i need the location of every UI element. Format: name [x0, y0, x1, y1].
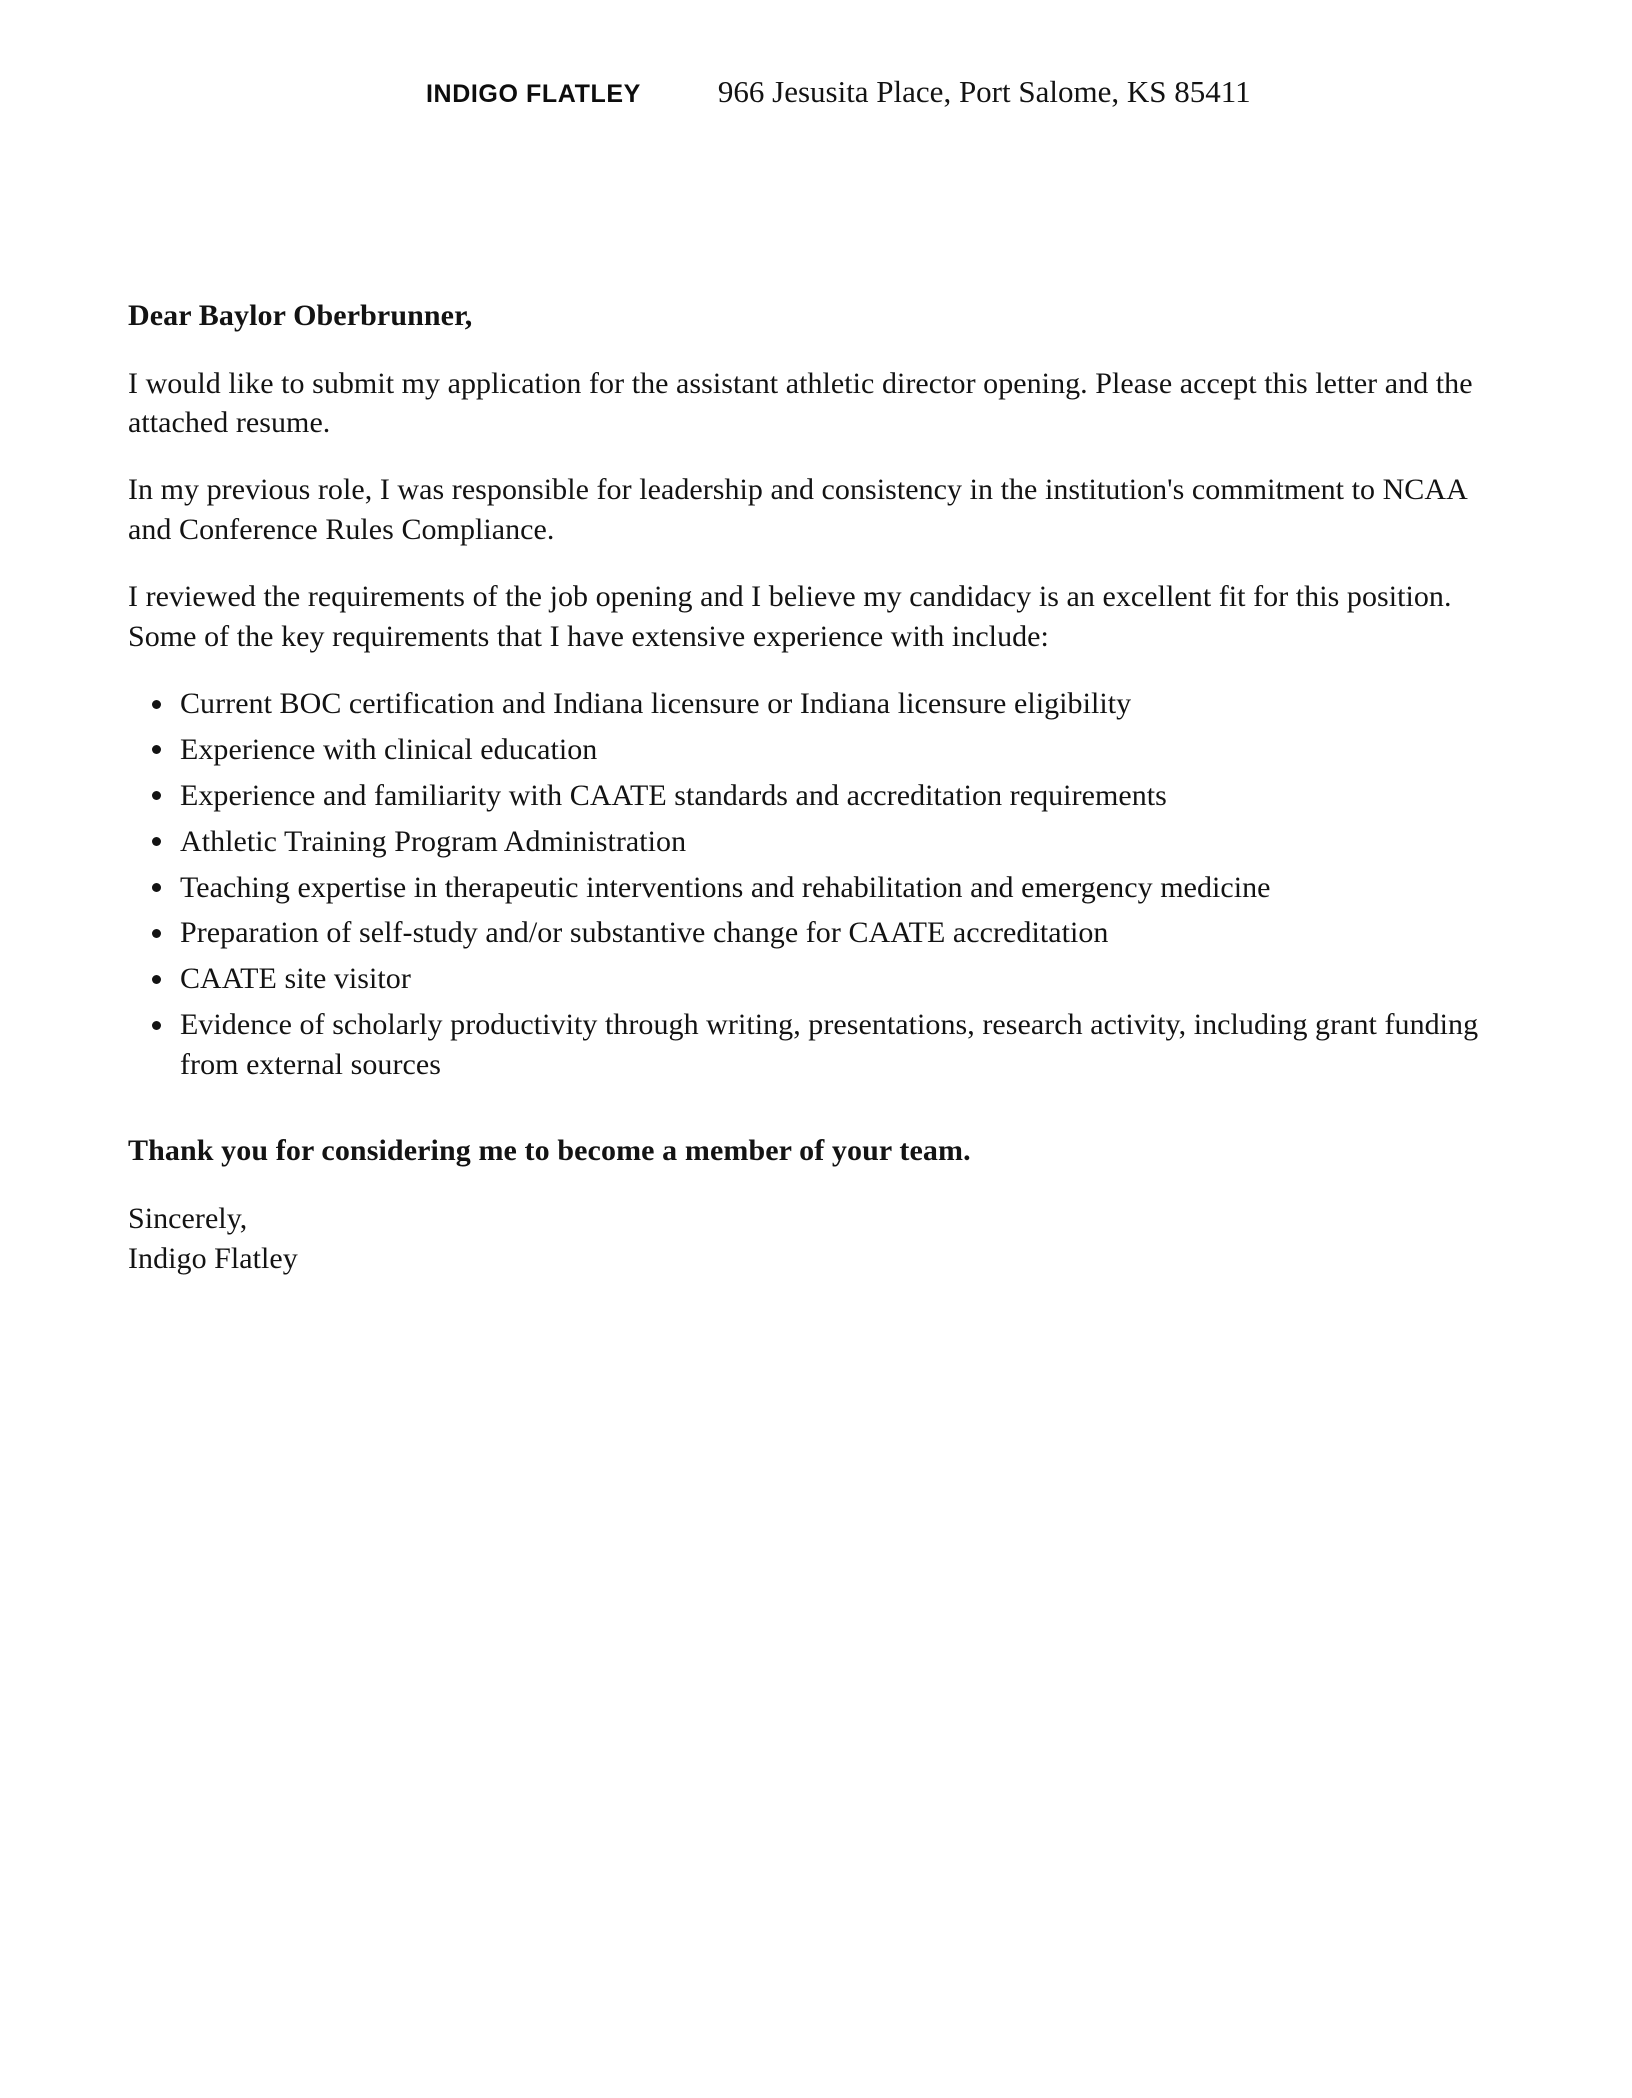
- letterhead-address: 966 Jesusita Place, Port Salome, KS 85411: [717, 74, 1251, 109]
- bullet-icon: [152, 929, 161, 938]
- signature-name: Indigo Flatley: [128, 1241, 298, 1275]
- bullet-icon: [152, 700, 161, 709]
- list-item-label: Experience and familiarity with CAATE standards and accreditation requirements: [180, 778, 1167, 812]
- list-item: [128, 1005, 1480, 1085]
- list-item: [128, 730, 1480, 770]
- list-item: [128, 684, 1480, 724]
- bullet-icon: [152, 837, 161, 846]
- list-item-label: Evidence of scholarly productivity through writing, presentations, research activity, including grant funding from external sources: [180, 1008, 1479, 1082]
- bullet-icon: [152, 745, 161, 754]
- bullet-icon: [152, 1021, 161, 1030]
- bullet-icon: [152, 883, 161, 892]
- body-paragraph-3: I reviewed the requirements of the job opening and I believe my candidacy is an excellent fit for this position. Some of the key requirements that I have extensive experience with include:: [128, 580, 1452, 654]
- letterhead: [128, 74, 1504, 110]
- body-paragraph-1: I would like to submit my application for the assistant athletic director opening. Please accept this letter and the attached resume.: [128, 366, 1473, 440]
- list-item-label: Current BOC certification and Indiana licensure or Indiana licensure eligibility: [180, 686, 1132, 720]
- list-item-label: Preparation of self-study and/or substantive change for CAATE accreditation: [180, 916, 1109, 950]
- letterhead-name: INDIGO FLATLEY: [426, 80, 641, 108]
- list-item: [128, 959, 1480, 999]
- bullet-icon: [152, 975, 161, 984]
- list-item-label: Athletic Training Program Administration: [180, 824, 687, 858]
- list-item: [128, 776, 1480, 816]
- letter-body: [128, 296, 1480, 1279]
- bullet-icon: [152, 791, 161, 800]
- closing-thanks: Thank you for considering me to become a member of your team.: [128, 1133, 971, 1167]
- requirements-list: [128, 684, 1480, 1085]
- list-item-label: Teaching expertise in therapeutic interventions and rehabilitation and emergency medicine: [180, 870, 1271, 904]
- salutation: Dear Baylor Oberbrunner,: [128, 299, 473, 332]
- list-item-label: Experience with clinical education: [180, 732, 598, 766]
- signoff-label: Sincerely,: [128, 1201, 248, 1235]
- signature-block: [128, 1199, 1480, 1279]
- list-item: [128, 913, 1480, 953]
- body-paragraph-2: In my previous role, I was responsible for leadership and consistency in the institution's commitment to NCAA and Conference Rules Compliance.: [128, 473, 1467, 547]
- list-item: [128, 822, 1480, 862]
- list-item-label: CAATE site visitor: [180, 962, 411, 996]
- list-item: [128, 868, 1480, 908]
